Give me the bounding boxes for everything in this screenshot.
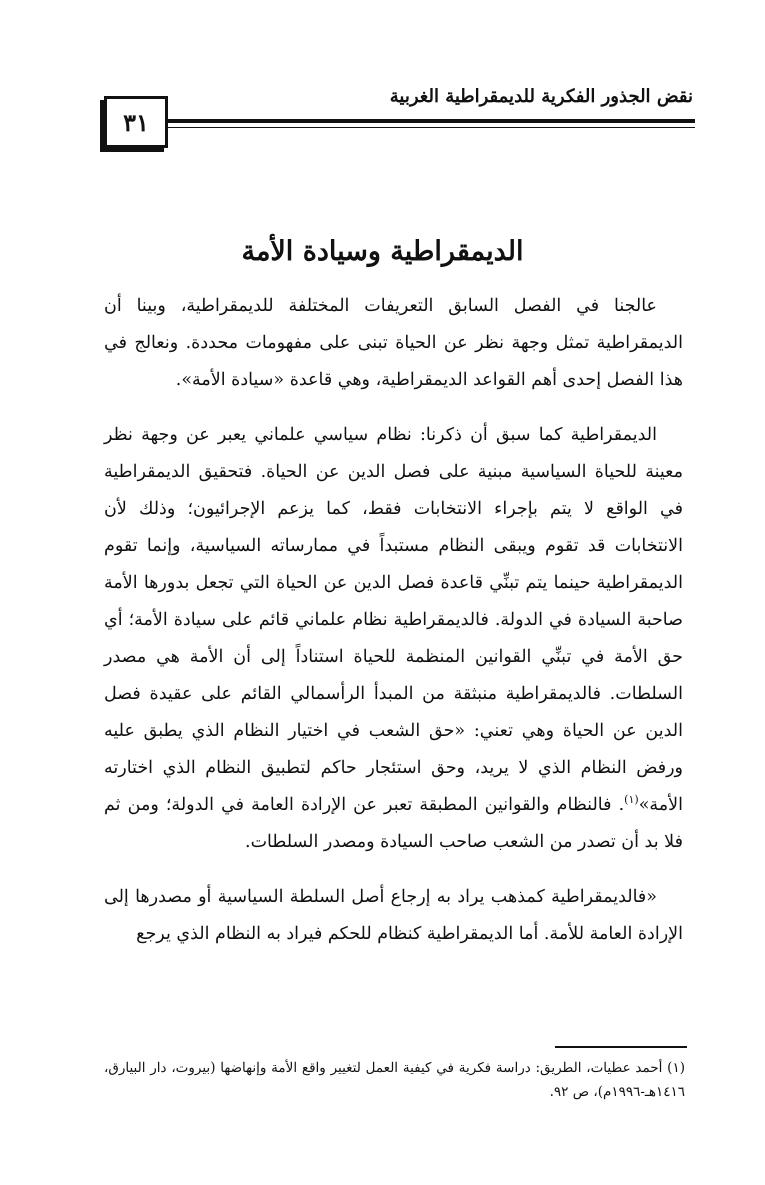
page-number-text: ٣١: [123, 107, 149, 137]
paragraph-2-text-after-ref: . فالنظام والقوانين المطبقة تعبر عن الإرادة العامة في الدولة؛ ومن ثم فلا بد أن تصدر من الشعب صاحب السيادة ومصدر السلطات.: [104, 795, 683, 852]
header-rule-thick: [166, 119, 695, 123]
paragraph-3: «فالديمقراطية كمذهب يراد به إرجاع أصل السلطة السياسية أو مصدرها إلى الإرادة العامة للأمة. أما الديمقراطية كنظام للحكم فيراد به النظام الذي يرجع: [104, 887, 683, 944]
body-text: [104, 288, 683, 971]
running-header-title: نقض الجذور الفكرية للديمقراطية الغربية: [389, 86, 693, 107]
footnote-reference: (١): [624, 793, 639, 807]
footnote-rule: [555, 1046, 687, 1048]
paragraph-2: [104, 417, 683, 861]
header-rule-thin: [166, 127, 695, 128]
section-heading: الديمقراطية وسيادة الأمة: [241, 236, 524, 267]
page-number: [104, 96, 168, 148]
footnotes: [104, 1056, 685, 1104]
paragraph-2-text-before-ref: الديمقراطية كما سبق أن ذكرنا: نظام سياسي علماني يعبر عن وجهة نظر معينة للحياة السياسية مبنية على فصل الدين عن الحياة. فتحقيق الديمقراطية في الواقع لا يتم بإجراء الانتخابات فقط، كما يزعم الإجرائيون؛ وذلك لأن الانتخابات قد تقوم ويبقى النظام مستبداً في ممارساته السياسية، وإنما تقوم الديمقراطية حينما يتم تبنِّي قاعدة فصل الدين عن الحياة التي تجعل بدورها الأمة صاحبة السيادة في الدولة. فالديمقراطية نظام علماني قائم على سيادة الأمة؛ أي حق الأمة في تبنِّي القوانين المنظمة للحياة استناداً إلى أن الأمة هي مصدر السلطات. فالديمقراطية منبثقة من المبدأ الرأسمالي القائم على عقيدة فصل الدين عن الحياة وهي تعني: «حق الشعب في اختيار النظام الذي يطبق عليه ورفض النظام الذي لا يريد، وحق استئجار حاكم لتطبيق النظام الذي اختارته الأمة»: [104, 425, 683, 815]
footnote-1: (١) أحمد عطيات، الطريق: دراسة فكرية في كيفية العمل لتغيير واقع الأمة وإنهاضها (بيروت، دار البيارق، ١٤١٦هـ-١٩٩٦م)، ص ٩٢.: [104, 1060, 685, 1100]
paragraph-1: عالجنا في الفصل السابق التعريفات المختلفة للديمقراطية، وبينا أن الديمقراطية تمثل وجهة نظر عن الحياة تبنى على مفهومات محددة. ونعالج في هذا الفصل إحدى أهم القواعد الديمقراطية، وهي قاعدة «سيادة الأمة».: [104, 296, 683, 390]
